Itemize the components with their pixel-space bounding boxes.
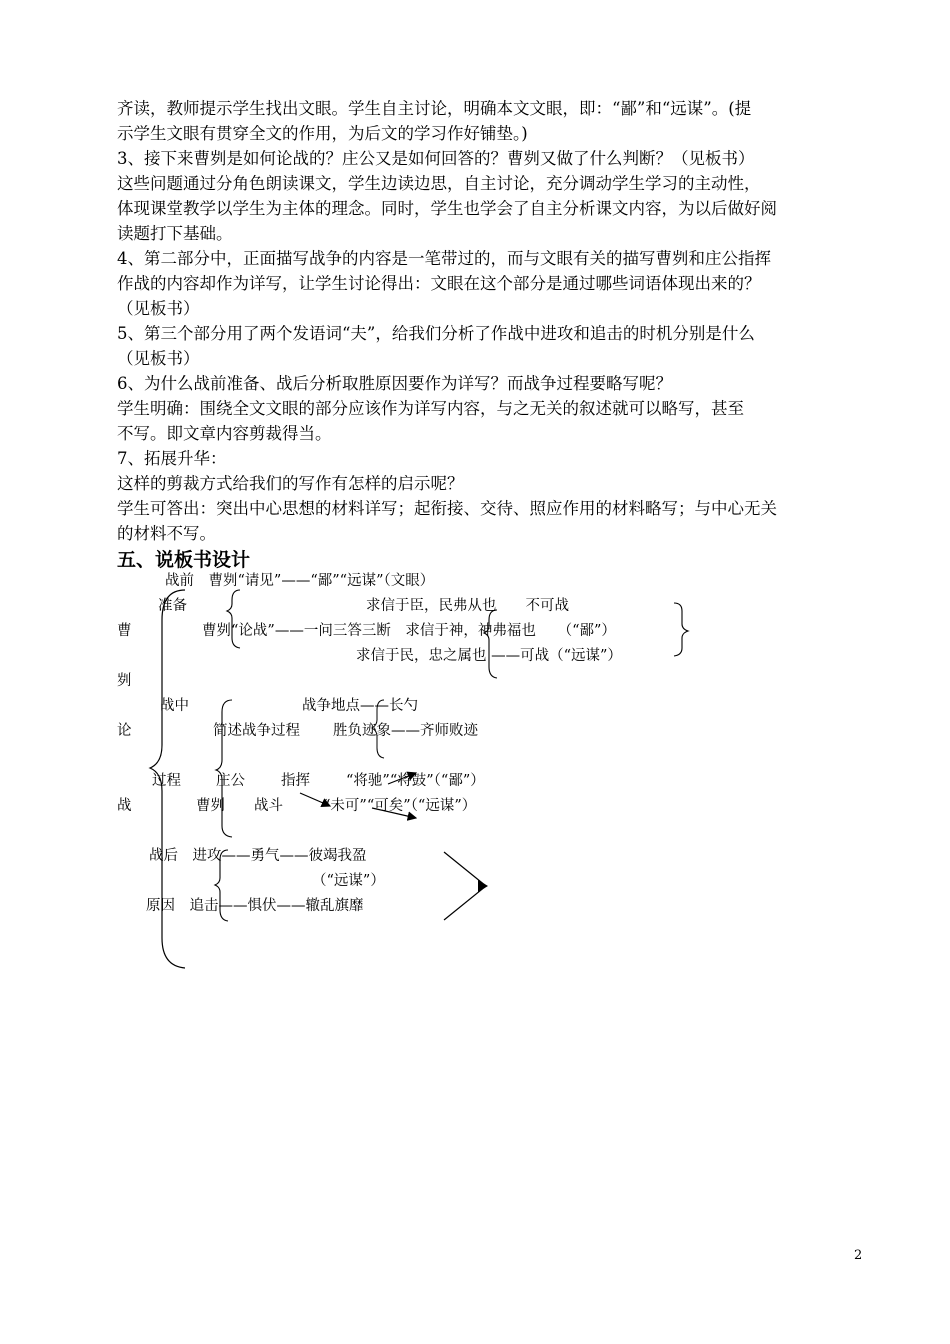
board-text: 胜负迹象——齐师败迹 <box>333 723 478 739</box>
board-text: 战中 <box>160 698 189 714</box>
section-title: 五、说板书设计 <box>117 549 251 571</box>
body-line: 读题打下基础。 <box>117 224 233 243</box>
body-line: 示学生文眼有贯穿全文的作用，为后文的学习作好铺垫。) <box>117 124 528 143</box>
board-text: 论 <box>117 723 132 739</box>
board-text: 刿 <box>117 673 132 689</box>
board-text: 指挥 <box>281 773 310 789</box>
converge-line-top <box>444 852 486 886</box>
body-line: 不写。即文章内容剪裁得当。 <box>117 424 332 443</box>
board-text: “未可”“可矣”（“远谋”） <box>323 798 477 814</box>
board-text: 曹刿 <box>196 798 225 814</box>
board-text: 过程 <box>152 773 181 789</box>
body-line: 学生可答出：突出中心思想的材料详写；起衔接、交待、照应作用的材料略写；与中心无关 <box>117 499 777 518</box>
converge-arrowhead <box>478 880 488 892</box>
battle-brace <box>216 700 232 837</box>
body-line: （见板书） <box>117 349 200 368</box>
body-line: 学生明确：围绕全文文眼的部分应该作为详写内容，与之无关的叙述就可以略写，甚至 <box>117 399 744 418</box>
body-line: 5、第三个部分用了两个发语词“夫”，给我们分析了作战中进攻和追击的时机分别是什么 <box>117 324 755 343</box>
body-line: 的材料不写。 <box>117 524 216 543</box>
body-line: 作战的内容却作为详写，让学生讨论得出：文眼在这个部分是通过哪些词语体现出来的？ <box>117 274 761 293</box>
page-number: 2 <box>854 1248 863 1263</box>
board-text: 曹 <box>117 623 132 639</box>
board-text: 庄公 <box>216 773 245 789</box>
body-line: （见板书） <box>117 299 200 318</box>
body-line: 7、拓展升华： <box>117 449 227 468</box>
body-line: 3、接下来曹刿是如何论战的？庄公又是如何回答的？曹刿又做了什么判断？（见板书） <box>117 149 755 168</box>
board-text: 战争地点——长勺 <box>302 698 418 714</box>
board-text: 战斗 <box>254 798 283 814</box>
board-text: 战 <box>117 798 132 814</box>
body-line: 4、第二部分中，正面描写战争的内容是一笔带过的，而与文眼有关的描写曹刿和庄公指挥 <box>117 249 771 268</box>
board-text: 准备 <box>158 598 187 614</box>
converge-line-bottom <box>444 886 486 920</box>
belief-brace <box>484 610 497 678</box>
body-line: 齐读，教师提示学生找出文眼。学生自主讨论，明确本文文眼，即：“鄙”和“远谋”。(提 <box>117 99 752 118</box>
closing-brace <box>674 603 688 656</box>
body-line: 体现课堂教学以学生为主体的理念。同时，学生也学会了自主分析课文内容，为以后做好阅 <box>117 199 777 218</box>
board-text: 求信于臣，民弗从也 不可战 <box>366 598 569 614</box>
board-text: “将驰”“将鼓”（“鄙”） <box>346 773 485 789</box>
board-text: 求信于民，忠之属也 ——可战（“远谋”） <box>356 648 622 664</box>
body-line: 这些问题通过分角色朗读课文，学生边读边思，自主讨论，充分调动学生学习的主动性， <box>117 174 761 193</box>
body-line: 这样的剪裁方式给我们的写作有怎样的启示呢？ <box>117 474 464 493</box>
board-text: 原因 追击——惧伏——辙乱旗靡 <box>146 898 364 914</box>
board-text: 战前 曹刿“请见”——“鄙”“远谋”（文眼） <box>165 573 435 589</box>
body-line: 6、为什么战前准备、战后分析取胜原因要作为详写？而战争过程要略写呢？ <box>117 374 672 393</box>
board-text: 战后 进攻——勇气——彼竭我盈 <box>149 848 367 864</box>
board-text: （“远谋”） <box>312 873 385 889</box>
board-text: 曹刿“论战”——一问三答三断 求信于神，神弗福也 （“鄙”） <box>202 623 616 639</box>
board-text: 简述战争过程 <box>213 723 300 739</box>
